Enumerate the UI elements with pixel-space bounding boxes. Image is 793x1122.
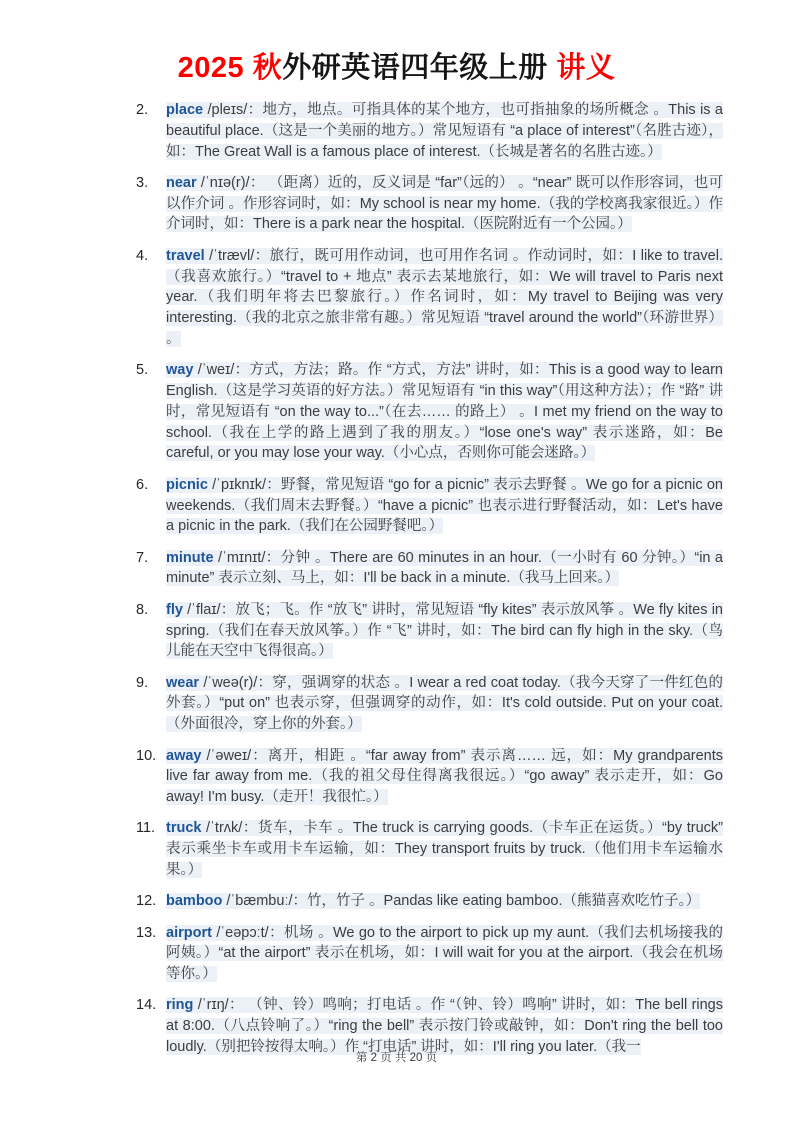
item-word: travel [166, 247, 205, 264]
item-number: 11. [136, 820, 156, 837]
item-definition: /ˈrɪŋ/： （钟、铃）鸣响；打电话 。作 “（钟、铃）鸣响” 讲时，如：The bell rings at 8:00.（八点铃响了。）“ring the bell” 表示按门铃或敲钟，如：Don't ring the bell too loudly.（别把铃按得太响。）作 “打电话” 讲时，如：I'll ring you later.（我一 [166, 997, 723, 1056]
item-text [166, 746, 723, 808]
item-word: picnic [166, 476, 208, 493]
item-number: 2. [136, 102, 149, 118]
list-item [136, 923, 723, 985]
item-number: 14. [136, 997, 157, 1014]
item-word: truck [166, 820, 202, 837]
item-text [166, 360, 723, 464]
list-item [136, 246, 723, 350]
item-definition: /ˈbæmbuː/：竹，竹子 。Pandas like eating bamboo.（熊猫喜欢吃竹子。） [222, 893, 701, 910]
item-number: 13. [136, 924, 157, 941]
item-definition: /ˈpɪknɪk/：野餐，常见短语 “go for a picnic” 表示去野餐 。We go for a picnic on weekends.（我们周末去野餐。）“have a picnic” 也表示进行野餐活动，如：Let's have a picnic in the park.（我们在公园野餐吧。） [166, 476, 723, 535]
item-number: 9. [136, 674, 149, 691]
item-definition: /pleɪs/：地方，地点。可指具体的某个地方，也可指抽象的场所概念 。This is a beautiful place.（这是一个美丽的地方。）常见短语有 “a place of interest”（名胜古迹），如：The Great Wall is a famous place of interest.（长城是著名的名胜古迹。） [166, 102, 723, 160]
item-text [166, 818, 723, 880]
item-word: bamboo [166, 893, 223, 910]
item-definition: /ˈtrʌk/：货车，卡车 。The truck is carrying goods.（卡车正在运货。）“by truck” 表示乘坐卡车或用卡车运输，如：They transport fruits by truck.（他们用卡车运输水果。） [166, 820, 723, 878]
item-text [166, 600, 723, 662]
item-number: 7. [136, 549, 149, 566]
item-definition: /ˈweə(r)/：穿，强调穿的状态 。I wear a red coat today.（我今天穿了一件红色的外套。）“put on” 也表示穿，但强调穿的动作，如：It's cold outside. Put on your coat.（外面很冷，穿上你的外套。） [166, 674, 723, 733]
item-text [166, 246, 723, 350]
list-item [136, 673, 723, 735]
item-word: minute [166, 549, 214, 566]
item-number: 5. [136, 362, 149, 379]
item-text [166, 548, 723, 590]
item-word: place [166, 102, 204, 118]
list-item [136, 818, 723, 880]
page-number-indicator: 第 2 页 共 20 页 [355, 1052, 438, 1064]
item-word: airport [166, 924, 212, 941]
item-definition: /ˈtrævl/：旅行，既可用作动词，也可用作名词 。作动词时，如：I like to travel.（我喜欢旅行。）“travel to + 地点” 表示去某地旅行，如：We will travel to Paris next year.（我们明年将去巴黎旅行。）作名词时，如：My travel to Beijing was very interesting.（我的北京之旅非常有趣。）常见短语 “travel around the world”（环游世界） 。 [166, 247, 723, 347]
item-text [166, 100, 723, 162]
item-definition: /ˈmɪnɪt/：分钟 。There are 60 minutes in an hour.（一小时有 60 分钟。）“in a minute” 表示立刻、马上，如：I'll be back in a minute.（我马上回来。） [166, 549, 723, 587]
vocabulary-list [136, 100, 723, 1058]
item-text [166, 891, 723, 912]
page-title [0, 45, 793, 86]
item-word: away [166, 747, 202, 764]
item-number: 10. [136, 747, 157, 764]
item-number: 8. [136, 601, 149, 618]
list-item [136, 891, 723, 912]
title-year-season: 2025 秋 [177, 52, 283, 84]
item-number: 12. [136, 893, 157, 910]
item-word: ring [166, 997, 194, 1014]
item-text [166, 475, 723, 537]
item-definition: /ˈeəpɔːt/：机场 。We go to the airport to pick up my aunt.（我们去机场接我的阿姨。）“at the airport” 表示在机场，如：I will wait for you at the airport.（我会在机场等你。） [166, 924, 723, 983]
list-item [136, 475, 723, 537]
title-doc-type: 讲义 [547, 52, 616, 84]
list-item [136, 100, 723, 162]
item-word: way [166, 362, 194, 379]
item-number: 3. [136, 174, 149, 191]
title-book-name: 外研英语四年级上册 [282, 52, 548, 84]
item-word: wear [166, 674, 200, 691]
page-footer [0, 1049, 793, 1065]
item-definition: /ˈflaɪ/：放飞；飞。作 “放飞” 讲时，常见短语 “fly kites” 表示放风筝 。We fly kites in spring.（我们在春天放风筝。）作 “飞” 讲时，如：The bird can fly high in the sky.（鸟儿能在天空中飞得很高。） [166, 601, 723, 660]
list-item [136, 360, 723, 464]
item-definition: /ˈnɪə(r)/： （距离）近的，反义词是 “far”（远的） 。“near” 既可以作形容词，也可以作介词 。作形容词时，如：My school is near my home.（我的学校离我家很近。）作介词时，如：There is a park near the hospital.（医院附近有一个公园。） [166, 174, 723, 233]
item-number: 4. [136, 247, 149, 264]
list-item [136, 173, 723, 235]
item-definition: /ˈəweɪ/：离开，相距 。“far away from” 表示离…… 远，如：My grandparents live far away from me.（我的祖父母住得离我很远。）“go away” 表示走开，如：Go away! I'm busy.（走开！我很忙。） [166, 747, 723, 806]
item-word: fly [166, 601, 183, 618]
list-item [136, 746, 723, 808]
item-word: near [166, 174, 197, 191]
item-text [166, 673, 723, 735]
list-item [136, 548, 723, 590]
item-text [166, 923, 723, 985]
item-text [166, 173, 723, 235]
list-item [136, 600, 723, 662]
item-definition: /ˈweɪ/：方式，方法；路。作 “方式，方法” 讲时，如：This is a good way to learn English.（这是学习英语的好方法。）常见短语有 “in this way”（用这种方法）；作 “路” 讲时，常见短语有 “on the way to...”（在去…… 的路上） 。I met my friend on the way to school.（我在上学的路上遇到了我的朋友。）“lose one's way” 表示迷路，如：Be careful, or you may lose your way.（小心点，否则你可能会迷路。） [166, 362, 723, 462]
item-number: 6. [136, 476, 149, 493]
